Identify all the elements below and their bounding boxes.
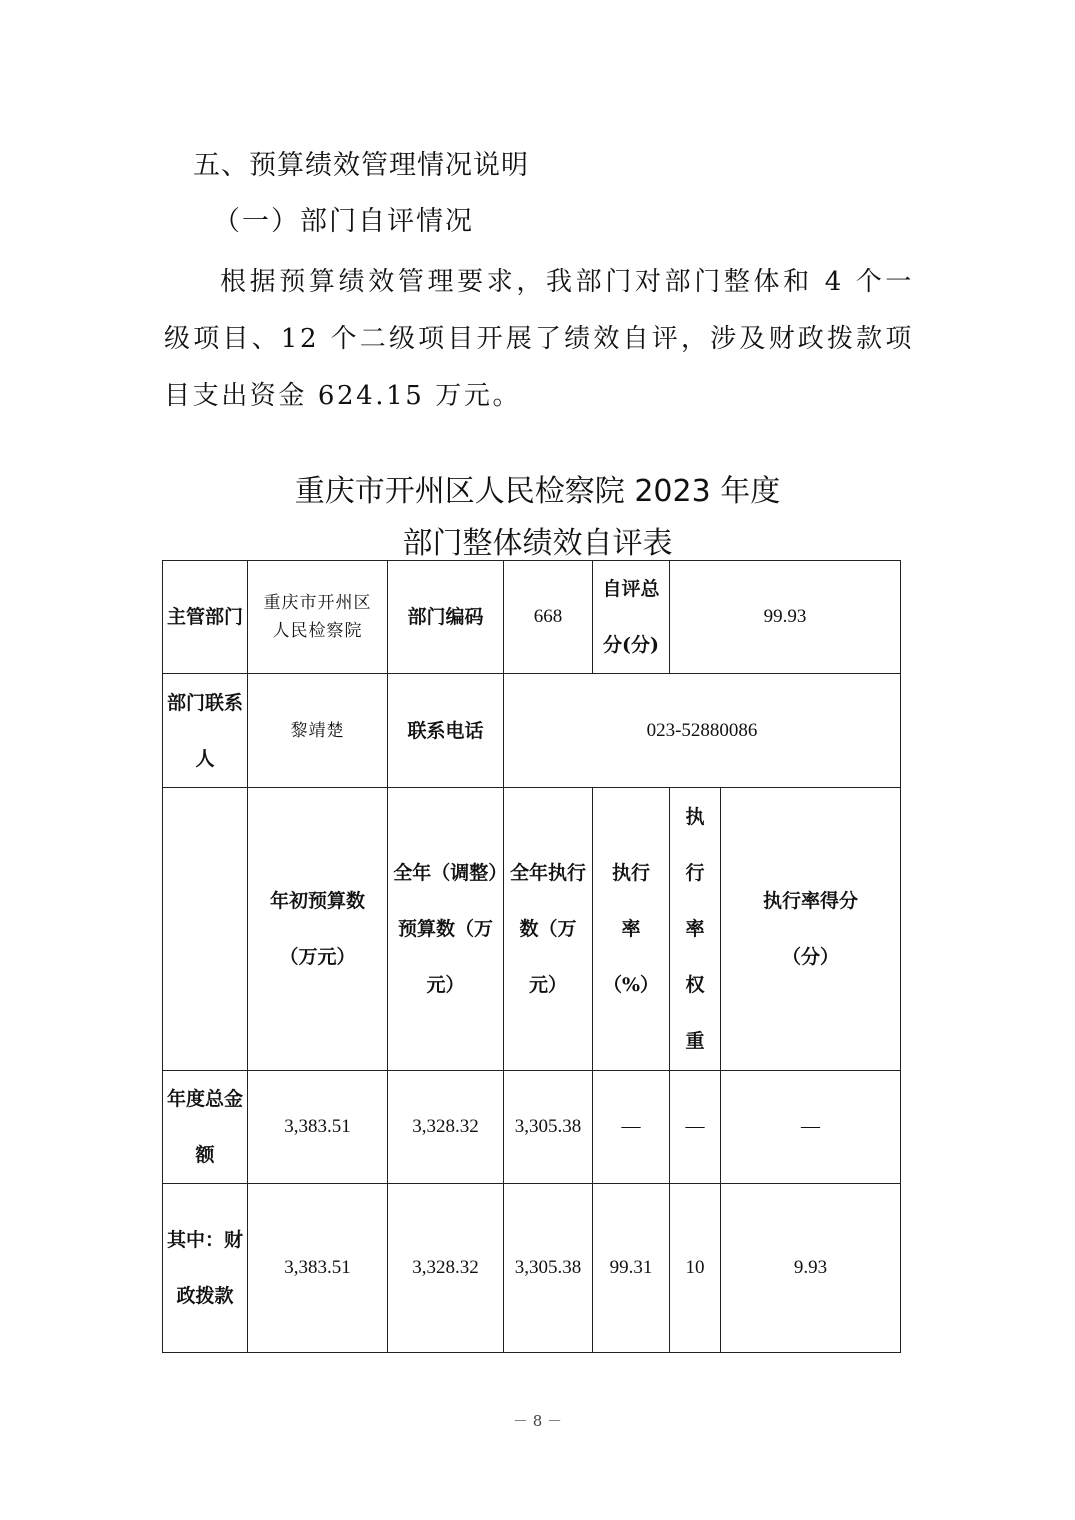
- table-row: [163, 1071, 901, 1184]
- table-title-line2: 部门整体绩效自评表: [402, 526, 673, 561]
- table-row: [163, 1184, 901, 1353]
- section-heading: 五、预算绩效管理情况说明: [193, 150, 529, 181]
- row-label: 其中：财政拨款: [163, 1184, 248, 1353]
- label-code: 部门编码: [388, 561, 504, 674]
- contact-value: 黎靖楚: [248, 674, 388, 788]
- cell: 3,383.51: [248, 1071, 388, 1184]
- phone-value: 023-52880086: [504, 674, 901, 788]
- label-dept: 主管部门: [163, 561, 248, 674]
- label-contact: 部门联系人: [163, 674, 248, 788]
- dept-value: 重庆市开州区人民检察院: [248, 561, 388, 674]
- score-value: 99.93: [670, 561, 901, 674]
- header-executed: 全年执行数（万元）: [504, 788, 593, 1071]
- table-header-row: [163, 788, 901, 1071]
- header-weight: 执行率权重: [670, 788, 721, 1071]
- header-blank: [163, 788, 248, 1071]
- cell: —: [721, 1071, 901, 1184]
- cell: 3,328.32: [388, 1071, 504, 1184]
- table-row: [163, 674, 901, 788]
- cell: 3,383.51: [248, 1184, 388, 1353]
- page-number: － 8 －: [512, 1412, 563, 1430]
- header-rate-score: 执行率得分（分）: [721, 788, 901, 1071]
- cell: —: [670, 1071, 721, 1184]
- table-row: [163, 561, 901, 674]
- code-value: 668: [504, 561, 593, 674]
- label-phone: 联系电话: [388, 674, 504, 788]
- header-initial-budget: 年初预算数（万元）: [248, 788, 388, 1071]
- row-label: 年度总金额: [163, 1071, 248, 1184]
- cell: 10: [670, 1184, 721, 1353]
- cell: —: [593, 1071, 670, 1184]
- cell: 3,328.32: [388, 1184, 504, 1353]
- label-score: 自评总分(分): [593, 561, 670, 674]
- performance-table: [162, 560, 901, 1353]
- cell: 3,305.38: [504, 1071, 593, 1184]
- table-title-line1: 重庆市开州区人民检察院 2023 年度: [294, 474, 781, 509]
- body-paragraph: 根据预算绩效管理要求，我部门对部门整体和 4 个一级项目、12 个二级项目开展了绩效自评，涉及财政拨款项目支出资金 624.15 万元。: [164, 267, 914, 411]
- cell: 9.93: [721, 1184, 901, 1353]
- header-exec-rate: 执行率（%）: [593, 788, 670, 1071]
- subsection-heading: （一）部门自评情况: [213, 206, 474, 237]
- cell: 3,305.38: [504, 1184, 593, 1353]
- header-adjusted-budget: 全年（调整）预算数（万元）: [388, 788, 504, 1071]
- cell: 99.31: [593, 1184, 670, 1353]
